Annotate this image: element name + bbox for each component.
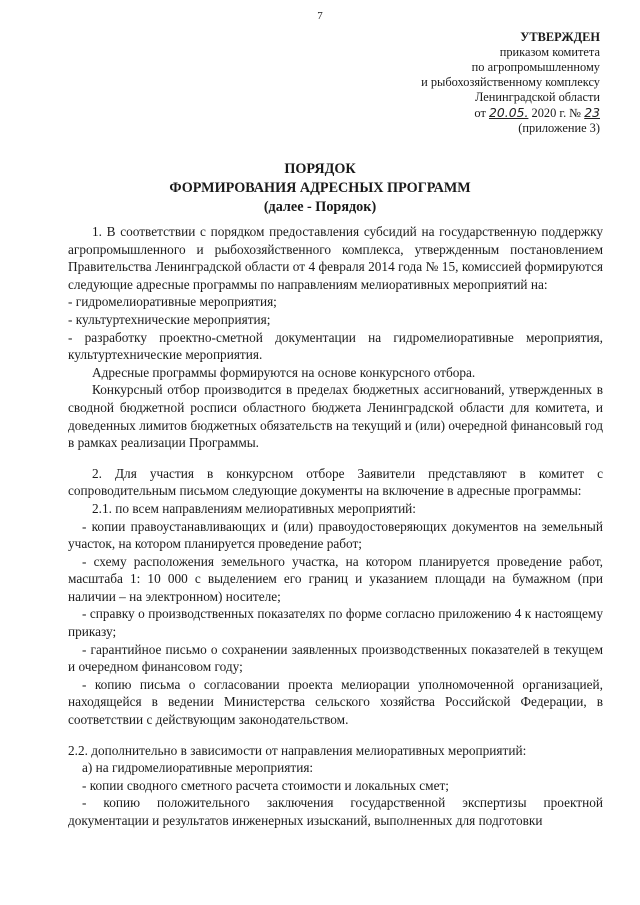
approval-line: и рыбохозяйственному комплексу [421, 75, 600, 89]
heading-line-3: (далее - Порядок) [263, 199, 377, 215]
list-item-estimates: - копии сводного сметного расчета стоимости и локальных смет; [82, 777, 449, 793]
paragraph-2-2: 2.2. дополнительно в зависимости от направления мелиоративных мероприятий: [68, 742, 527, 758]
paragraph-1: 1. В соответствии с порядком предоставления субсидий на государственную поддержку агропромышленного и рыбохозяйственного комплекса, утвержденным постановлением Правительства Ленинградской области от 4 февраля 2014 года № 15, комиссией формируются следующие адресные программы по направлениям мелиоративных мероприятий на: [68, 224, 603, 292]
paragraph-selection: Конкурсный отбор производится в пределах бюджетных ассигнований, утвержденных в сводной бюджетной росписи областного бюджета Ленинградской области для комитета, и доведенных лимитов бюджетных обязательств на текущий и (или) очередной финансовый год в рамках реализации Программы. [68, 382, 603, 451]
date-prefix: от [474, 106, 486, 120]
list-item-design: - разработку проектно-сметной документации на гидромелиоративные мероприятия, культуртехнические мероприятия. [68, 329, 603, 363]
list-item-title-docs: - копии правоустанавливающих и (или) правоудостоверяющих документов на земельный участок, на котором планируется проведение работ; [68, 518, 603, 552]
appendix-label: (приложение 3) [518, 121, 600, 135]
list-item-approval-letter: - копию письма о согласовании проекта мелиорации уполномоченной организацией, находящейся в ведении Министерства сельского хозяйства Российской Федерации, в соответствии с действующим законодательством. [68, 676, 603, 728]
document-body [68, 223, 603, 830]
paragraph-programs: Адресные программы формируются на основе конкурсного отбора. [92, 364, 476, 380]
list-item-expertise: - копию положительного заключения государственной экспертизы проектной документации и результатов инженерных изысканий, выполненных для подготовки [68, 795, 603, 828]
handwritten-date: 20.05. [488, 105, 529, 120]
approval-stamp-block [360, 30, 600, 136]
approval-date-line [360, 105, 600, 121]
approval-line: Ленинградской области [474, 90, 600, 104]
heading-line-2: ФОРМИРОВАНИЯ АДРЕСНЫХ ПРОГРАММ [169, 180, 471, 196]
list-item-land-scheme: - схему расположения земельного участка, на котором планируется проведение работ, масштаба 1: 10 000 с выделением его границ и указанием площади на бумажном (при наличии – на электронном) носителе; [68, 553, 603, 604]
document-heading [0, 160, 640, 217]
list-item-guarantee-letter: - гарантийное письмо о сохранении заявленных производственных показателей в текущем и очередном финансовом году; [68, 641, 603, 675]
paragraph-2: 2. Для участия в конкурсном отборе Заявители представляют в комитет с сопроводительным письмом следующие документы на включение в адресные программы: [68, 465, 603, 499]
subsection-a: а) на гидромелиоративные мероприятия: [82, 760, 314, 776]
handwritten-number: 23 [584, 105, 600, 120]
list-item-cultural: - культуртехнические мероприятия; [68, 311, 271, 327]
paragraph-2-1: 2.1. по всем направлениям мелиоративных мероприятий: [92, 500, 416, 516]
list-item-hydro: - гидромелиоративные мероприятия; [68, 294, 277, 310]
page-number: 7 [317, 10, 323, 22]
heading-line-1: ПОРЯДОК [284, 161, 356, 177]
approval-title: УТВЕРЖДЕН [520, 30, 600, 44]
date-year: 2020 г. № [531, 106, 582, 120]
approval-line: приказом комитета [499, 45, 600, 59]
list-item-production-cert: - справку о производственных показателях по форме согласно приложению 4 к настоящему приказу; [68, 606, 603, 640]
approval-line: по агропромышленному [471, 60, 600, 74]
